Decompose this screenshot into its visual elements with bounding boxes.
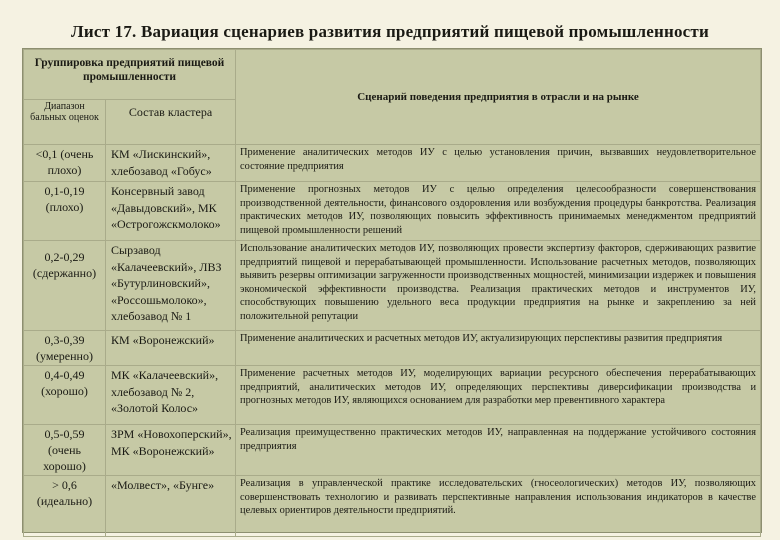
cluster-cell: «Молвест», «Бунге» — [106, 476, 236, 537]
table-row — [24, 241, 761, 331]
range-cell: 0,1-0,19 (плохо) — [24, 182, 106, 241]
scenario-cell: Применение прогнозных методов ИУ с целью определения целесообразности совершенствования производственной деятельности, финансового оздоровления или возбуждения процедуры банкротства. Реализация практических методов ИУ, позволяющих повысить эффективность принимаемых менеджментом предприятий пищевой промышленности решений — [236, 182, 761, 241]
scenario-cell: Применение аналитических и расчетных методов ИУ, актуализирующих перспективы развития предприятия — [236, 331, 761, 366]
range-cell: > 0,6 (идеально) — [24, 476, 106, 537]
cluster-cell: КМ «Воронежский» — [106, 331, 236, 366]
range-cell: <0,1 (очень плохо) — [24, 145, 106, 182]
cluster-cell: Консервный завод «Давыдовский», МК «Острогожскмолоко» — [106, 182, 236, 241]
cluster-cell: КМ «Лискинский», хлебозавод «Гобус» — [106, 145, 236, 182]
header-scenario: Сценарий поведения предприятия в отрасли и на рынке — [236, 50, 761, 145]
table-row — [24, 366, 761, 425]
scenario-table-panel — [22, 48, 762, 533]
page-title: Лист 17. Вариация сценариев развития предприятий пищевой промышленности — [71, 22, 709, 41]
range-cell: 0,5-0,59 (очень хорошо) — [24, 425, 106, 476]
range-cell: 0,4-0,49 (хорошо) — [24, 366, 106, 425]
scenario-cell: Реализация в управленческой практике исследовательских (гносеологических) методов ИУ, позволяющих совершенствовать технологию и развивать перспективные направления использования индикаторов в качестве целевых ориентиров деятельности предприятий. — [236, 476, 761, 537]
header-cluster: Состав кластера — [106, 100, 236, 145]
table-row — [24, 425, 761, 476]
header-group: Группировка предприятий пищевой промышленности — [24, 50, 236, 100]
scenario-cell: Применение расчетных методов ИУ, моделирующих вариации ресурсного обеспечения перерабатывающих предприятий, аналитических методов ИУ, определяющих перспективы диверсификации производства и прогнозных методов ИУ, являющихся основанием для разработки мер превентивного характера — [236, 366, 761, 425]
range-cell: 0,3-0,39 (умеренно) — [24, 331, 106, 366]
cluster-cell: ЗРМ «Новохоперский», МК «Воронежский» — [106, 425, 236, 476]
scenario-cell: Применение аналитических методов ИУ с целью установления причин, вызвавших неудовлетворительное состояние предприятия — [236, 145, 761, 182]
table-row — [24, 331, 761, 366]
table-row — [24, 145, 761, 182]
scenario-cell: Реализация преимущественно практических методов ИУ, направленная на поддержание устойчивого состояния предприятия — [236, 425, 761, 476]
cluster-cell: Сырзавод «Калачеевский», ЛВЗ «Бутурлиновский», «Россошьмолоко», хлебозавод № 1 — [106, 241, 236, 331]
table-row — [24, 182, 761, 241]
header-range: Диапазон бальных оценок — [24, 100, 106, 145]
scenario-cell: Использование аналитических методов ИУ, позволяющих провести экспертизу факторов, сдерживающих развитие предприятий пищевой и перерабатывающей промышленности. Использование расчетных методов, позволяющих выявить резервы оптимизации загруженности производственных мощностей, минимизации издержек и повышения экономической эффективности производства. Реализация практических методов и инструментов ИУ, способствующих повышению удельного веса продукции предприятия на рынке и закреплению за ней положительной репутации — [236, 241, 761, 331]
scenario-table — [23, 49, 761, 537]
table-row — [24, 476, 761, 537]
range-cell: 0,2-0,29 (сдержанно) — [24, 241, 106, 331]
cluster-cell: МК «Калачеевский», хлебозавод № 2, «Золотой Колос» — [106, 366, 236, 425]
